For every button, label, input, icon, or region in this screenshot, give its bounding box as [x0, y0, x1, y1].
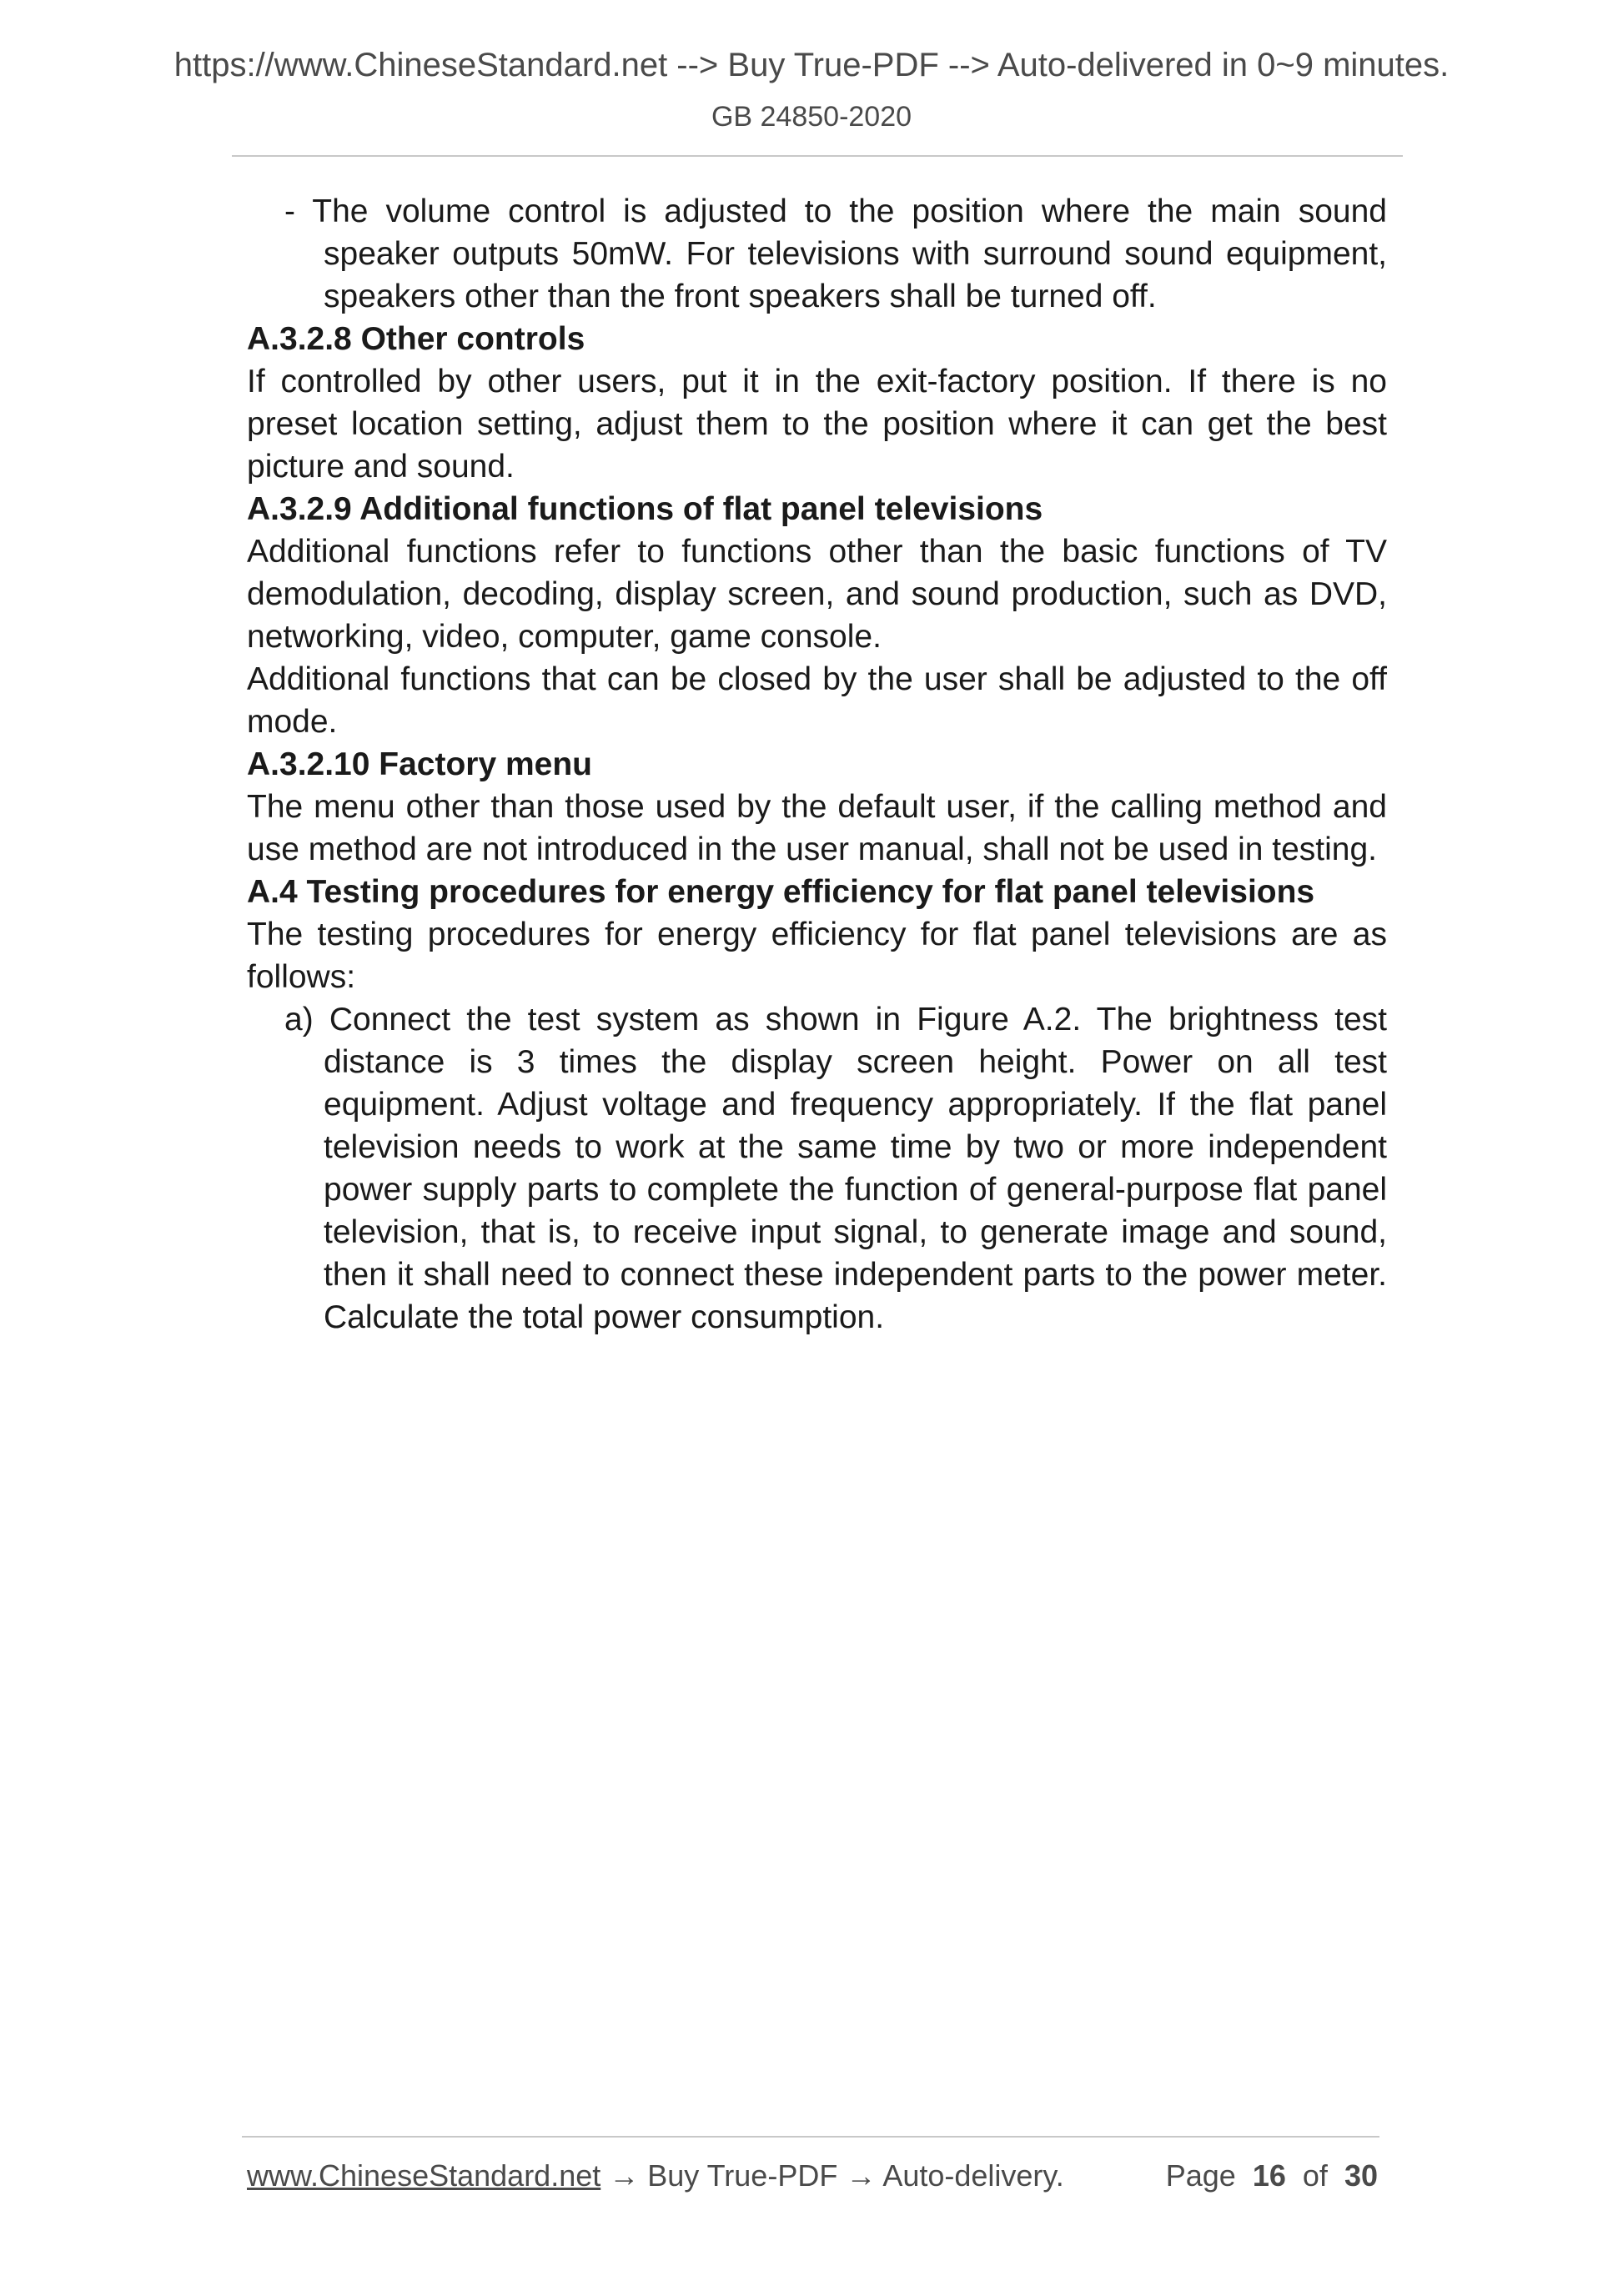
page-content	[247, 190, 1387, 1339]
of-word: of	[1302, 2158, 1328, 2193]
footer-tagline: → Buy True-PDF → Auto-delivery.	[600, 2158, 1064, 2193]
heading-a4: A.4 Testing procedures for energy efficiency for flat panel televisions	[247, 874, 1315, 910]
paragraph-a3210: The menu other than those used by the default user, if the calling method and use method are not introduced in the user manual, shall not be used in testing.	[247, 789, 1387, 867]
top-banner: https://www.ChineseStandard.net --> Buy True-PDF --> Auto-delivered in 0~9 minutes.	[173, 47, 1450, 83]
list-item-a: a) Connect the test system as shown in Figure A.2. The brightness test distance is 3 times the display screen height. Power on all test equipment. Adjust voltage and frequency appropriately. If the flat panel television needs to work at the same time by two or more independent power supply parts to complete the function of general-purpose flat panel television, that is, to receive input signal, to generate image and sound, then it shall need to connect these independent parts to the power meter. Calculate the total power consumption.	[284, 1002, 1387, 1335]
heading-a328: A.3.2.8 Other controls	[247, 321, 585, 357]
paragraph-a328: If controlled by other users, put it in the exit-factory position. If there is no preset location setting, adjust them to the position where it can get the best picture and sound.	[247, 364, 1387, 485]
footer-left	[247, 2156, 1064, 2196]
page-indicator	[1166, 2156, 1378, 2196]
page-total: 30	[1344, 2158, 1378, 2193]
footer-divider	[242, 2136, 1379, 2138]
header-divider	[232, 155, 1403, 157]
document-code: GB 24850-2020	[711, 101, 912, 133]
paragraph-a329-1: Additional functions refer to functions other than the basic functions of TV demodulation, decoding, display screen, and sound production, such as DVD, networking, video, computer, game console.	[247, 534, 1387, 655]
page-word: Page	[1165, 2158, 1236, 2193]
paragraph-a4: The testing procedures for energy efficiency for flat panel televisions are as follows:	[247, 917, 1387, 995]
heading-a329: A.3.2.9 Additional functions of flat panel televisions	[247, 491, 1043, 527]
footer-site-link[interactable]: www.ChineseStandard.net	[247, 2158, 601, 2193]
bullet-volume-control: - The volume control is adjusted to the position where the main sound speaker outputs 50mW. For televisions with surround sound equipment, speakers other than the front speakers shall be turned off.	[284, 193, 1387, 314]
page-number: 16	[1252, 2158, 1286, 2193]
heading-a3210: A.3.2.10 Factory menu	[247, 746, 592, 782]
paragraph-a329-2: Additional functions that can be closed by the user shall be adjusted to the off mode.	[247, 661, 1387, 740]
